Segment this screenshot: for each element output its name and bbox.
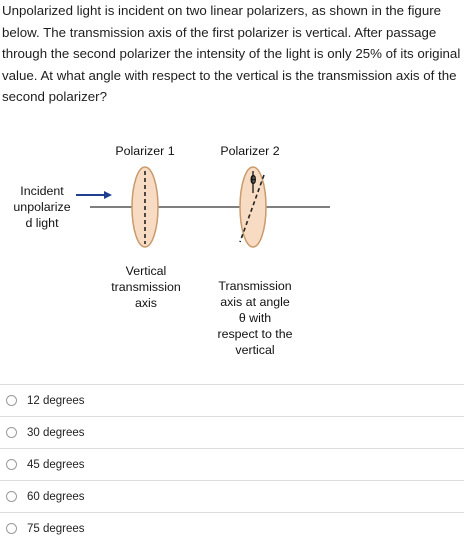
radio-button[interactable] [6, 523, 17, 534]
polarizer-1-caption-line2: transmission [111, 280, 181, 294]
polarizer-2-caption-line5: vertical [235, 343, 275, 357]
incident-label-line1: Incident [20, 184, 64, 198]
answer-option-75[interactable] [0, 512, 464, 544]
answer-options [0, 384, 464, 544]
polarizer-1-caption-line1: Vertical [125, 264, 167, 278]
answer-option-45[interactable] [0, 448, 464, 480]
answer-option-12[interactable] [0, 384, 464, 416]
answer-option-30[interactable] [0, 416, 464, 448]
incident-label-line2: unpolarize [13, 200, 71, 214]
incident-arrowhead [104, 191, 112, 199]
radio-button[interactable] [6, 491, 17, 502]
answer-label: 30 degrees [27, 426, 85, 439]
polarizer-1-title: Polarizer 1 [115, 144, 175, 158]
radio-button[interactable] [6, 395, 17, 406]
answer-label: 75 degrees [27, 522, 85, 535]
polarizer-2-caption-line2: axis at angle [220, 295, 290, 309]
radio-button[interactable] [6, 459, 17, 470]
answer-label: 12 degrees [27, 394, 85, 407]
polarizer-2-caption-line4: respect to the [217, 327, 293, 341]
theta-symbol: θ [250, 173, 257, 187]
polarizer-2-title: Polarizer 2 [220, 144, 280, 158]
answer-label: 60 degrees [27, 490, 85, 503]
radio-button[interactable] [6, 427, 17, 438]
incident-label-line3: d light [25, 216, 59, 230]
polarizer-2-caption-line1: Transmission [218, 279, 292, 293]
answer-option-60[interactable] [0, 480, 464, 512]
polarizer-2-caption-line3: θ with [238, 311, 272, 325]
polarizer-figure [0, 138, 474, 368]
polarizer-1-caption-line3: axis [134, 296, 158, 310]
answer-label: 45 degrees [27, 458, 85, 471]
question-text: Unpolarized light is incident on two linear polarizers, as shown in the figure below. The transmission axis of the first polarizer is vertical. After passage through the second polarizer the intensity of the light is only 25% of its original value. At what angle with respect to the vertical is the transmission axis of the second polarizer? [2, 3, 461, 104]
